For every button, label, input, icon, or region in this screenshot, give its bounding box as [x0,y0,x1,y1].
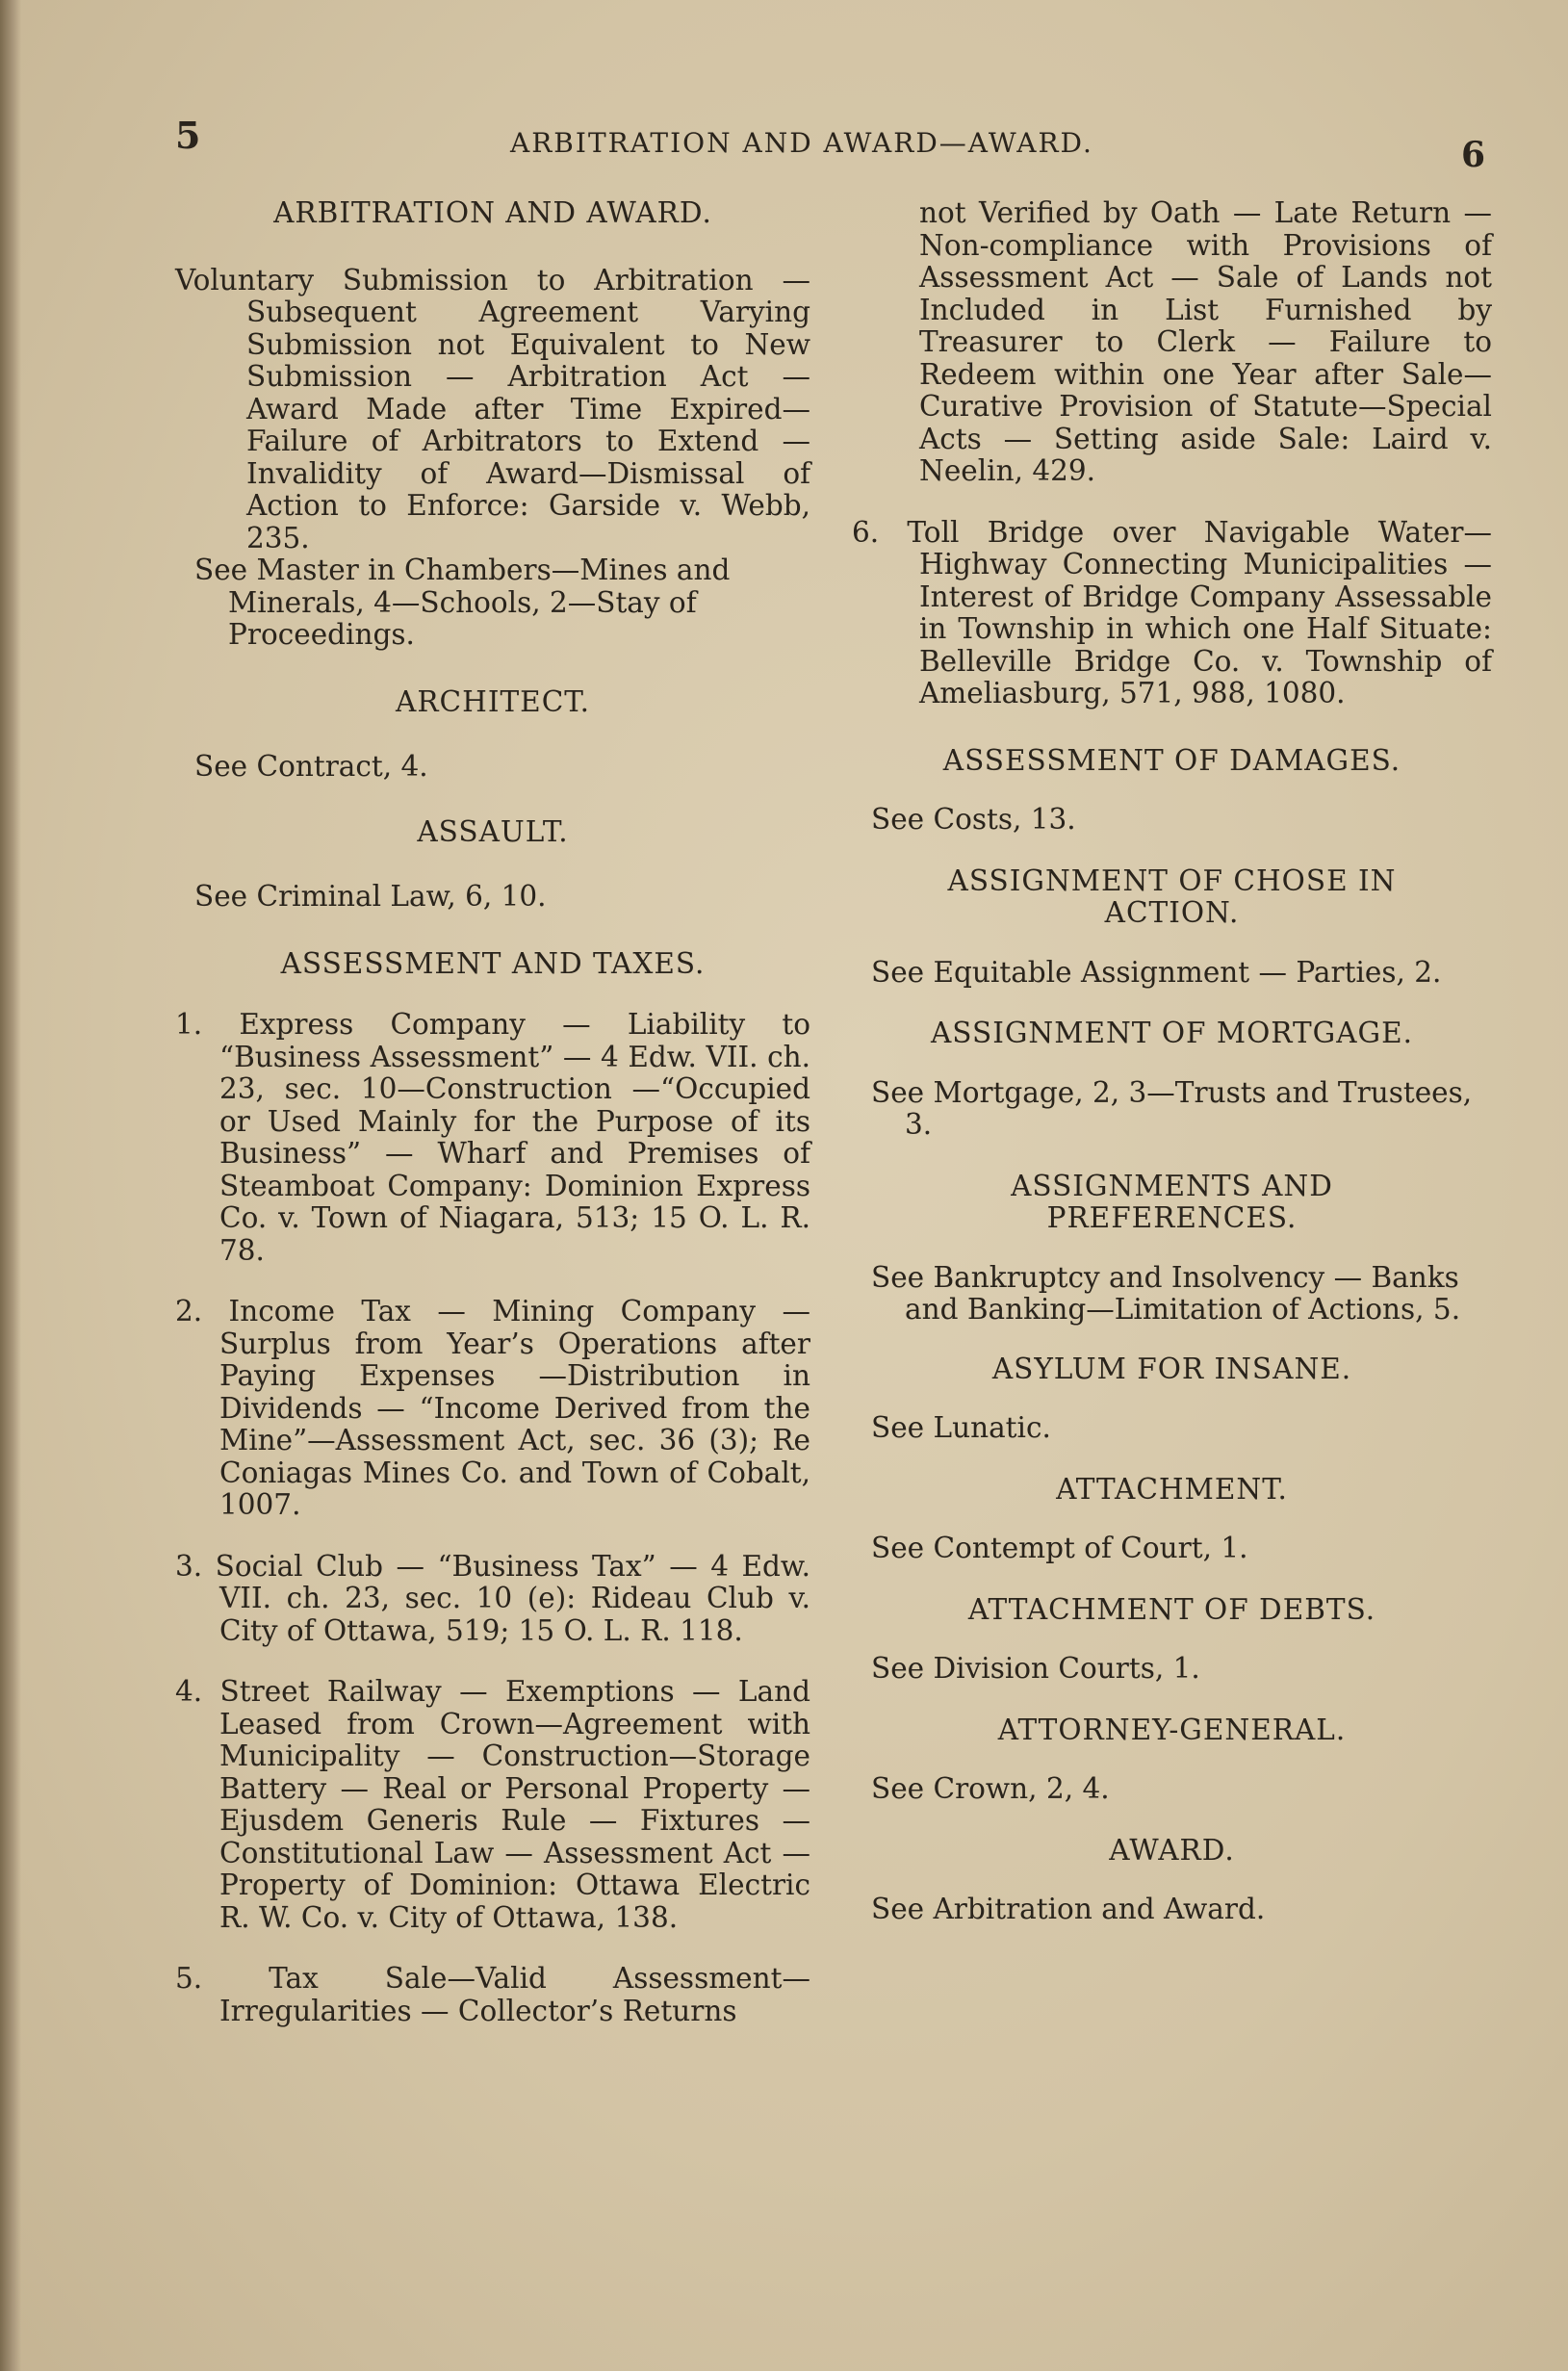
left-column [175,197,810,2027]
entry-assessment-2: 2. Income Tax — Mining Company — Surplus from Year’s Operations after Paying Expenses —Distribution in Dividends — “Income Derived from the Mine”—Assessment Act, sec. 36 (3); Re Coniagas Mines Co. and Town of Cobalt, 1007. [175,1295,810,1521]
heading-attorney-general: ATTORNEY-GENERAL. [997,1713,1347,1746]
entry-assessment-5: 5. Tax Sale—Valid Assessment—Irregularities — Collector’s Returns [175,1962,810,2027]
cross-ref-mortgage: See Mortgage, 2, 3—Trusts and Trustees, 3. [871,1075,1473,1141]
page-number-right: 6 [1461,135,1486,175]
page-number-left: 5 [175,114,201,157]
cross-ref-assault: See Criminal Law, 6, 10. [194,880,547,913]
entry-assessment-3: 3. Social Club — “Business Tax” — 4 Edw. VII. ch. 23, sec. 10 (e): Rideau Club v. City of Ottawa, 519; 15 O. L. R. 118. [175,1549,810,1647]
cross-ref-attorney: See Crown, 2, 4. [871,1772,1110,1805]
entry-assessment-6: 6. Toll Bridge over Navigable Water— Highway Connecting Municipalities — Interest of Bridge Company Assessable in Township in which one Half Situate: Belleville Bridge Co. v. Township of Ameliasburg, 571, 988, 1080. [852,515,1492,709]
heading-award: AWARD. [1109,1833,1235,1867]
heading-assessment-of-damages: ASSESSMENT OF DAMAGES. [942,743,1401,777]
cross-ref-preferences: See Bankruptcy and Insolvency — Banks and Banking—Limitation of Actions, 5. [871,1260,1461,1326]
running-title: ARBITRATION AND AWARD—AWARD. [510,127,1093,159]
heading-attachment: ATTACHMENT. [1056,1472,1288,1506]
entry-assessment-5-continued: not Verified by Oath — Late Return — Non-compliance with Provisions of Assessment Act — Sale of Lands not Included in List Furnished by Treasurer to Clerk — Failure to Redeem within one Year after Sale—Curative Provision of Statute—Special Acts — Setting aside Sale: Laird v. Neelin, 429. [919,196,1492,487]
heading-assignment-of-mortgage: ASSIGNMENT OF MORTGAGE. [931,1017,1413,1049]
cross-ref-architect: See Contract, 4. [194,750,428,783]
heading-asylum-for-insane: ASYLUM FOR INSANE. [991,1352,1352,1385]
heading-assignments-and-preferences: ASSIGNMENTS AND PREFERENCES. [1011,1169,1333,1234]
right-column [852,197,1492,1926]
cross-ref-award: See Arbitration and Award. [871,1893,1266,1925]
cross-ref-damages: See Costs, 13. [871,803,1076,836]
cross-ref-debts: See Division Courts, 1. [871,1652,1200,1685]
heading-assignment-of-chose-in-action: ASSIGNMENT OF CHOSE IN ACTION. [947,863,1397,929]
cross-ref-chose: See Equitable Assignment — Parties, 2. [871,955,1442,989]
heading-assault: ASSAULT. [417,814,569,848]
heading-arbitration-and-award: ARBITRATION AND AWARD. [273,196,712,229]
entry-assessment-4: 4. Street Railway — Exemptions — Land Leased from Crown—Agreement with Municipality — Construction—Storage Battery — Real or Personal Property — Ejusdem Generis Rule — Fixtures — Constitutional Law — Assessment Act —Property of Dominion: Ottawa Electric R. W. Co. v. City of Ottawa, 138. [175,1675,810,1934]
cross-ref-asylum: See Lunatic. [871,1411,1051,1444]
heading-attachment-of-debts: ATTACHMENT OF DEBTS. [967,1592,1376,1626]
entry-assessment-1: 1. Express Company — Liability to “Business Assessment” — 4 Edw. VII. ch. 23, sec. 10—Construction —“Occupied or Used Mainly for the Purpose of its Business” — Wharf and Premises of Steamboat Company: Dominion Express Co. v. Town of Niagara, 513; 15 O. L. R. 78. [175,1008,810,1267]
book-spine-shadow [0,0,21,2371]
heading-assessment-and-taxes: ASSESSMENT AND TAXES. [280,946,706,980]
heading-architect: ARCHITECT. [396,684,590,718]
cross-ref-arbitration: See Master in Chambers—Mines and Minerals, 4—Schools, 2—Stay of Proceedings. [194,554,731,651]
cross-ref-attachment: See Contempt of Court, 1. [871,1532,1248,1564]
entry-arbitration: Voluntary Submission to Arbitration —Subsequent Agreement Varying Submission not Equivalent to New Submission — Arbitration Act — Award Made after Time Expired— Failure of Arbitrators to Extend —Invalidity of Award—Dismissal of Action to Enforce: Garside v. Webb, 235. [175,263,810,554]
